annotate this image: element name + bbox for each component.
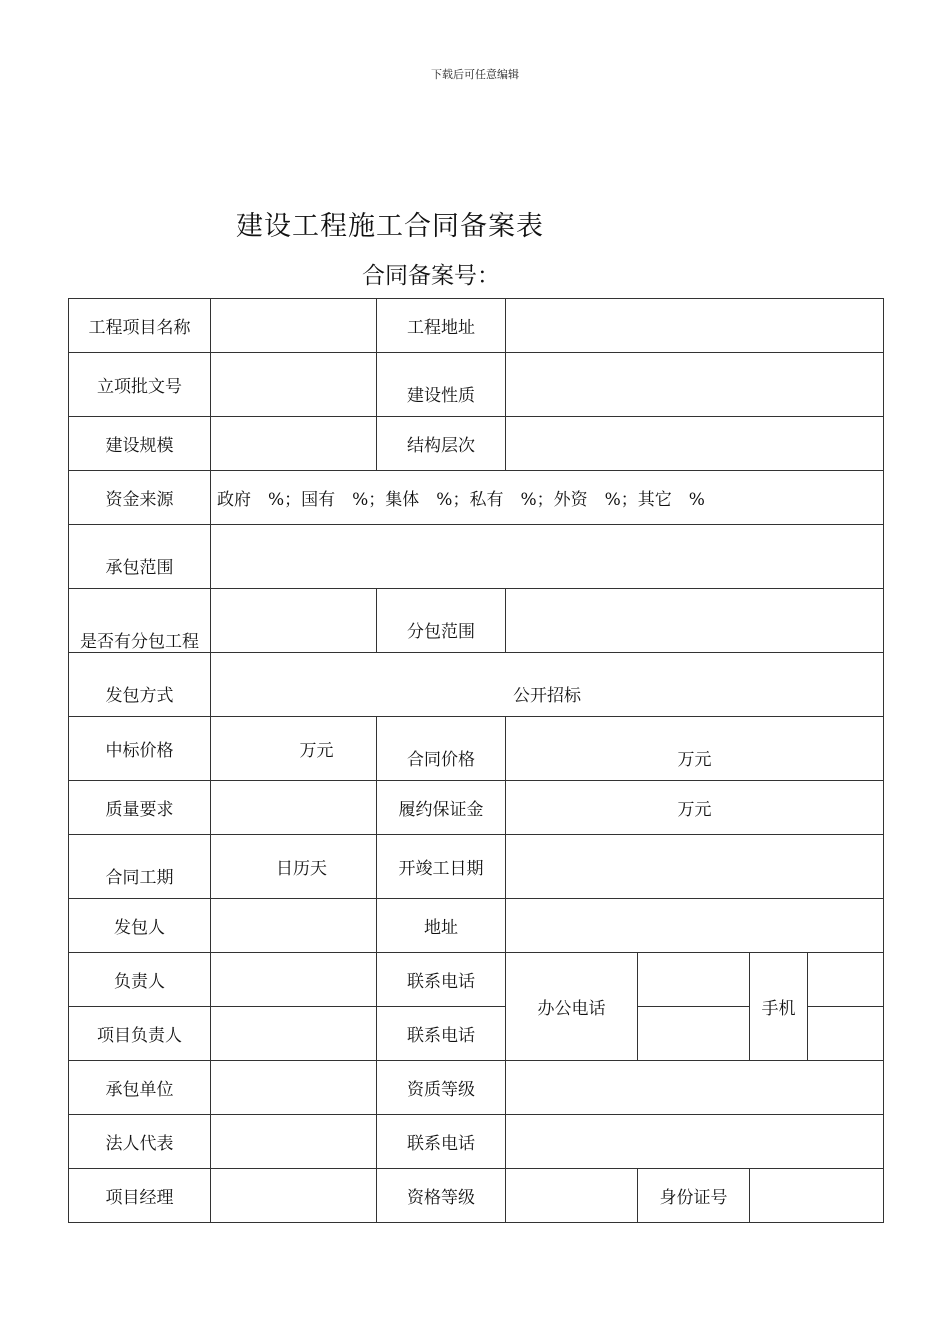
field-contractor[interactable]	[211, 1061, 377, 1115]
label-fund-source: 资金来源	[69, 471, 211, 525]
field-certification-grade[interactable]	[506, 1169, 638, 1223]
field-fund-detail[interactable]: 政府 %；国有 %；集体 %；私有 %；外资 %；其它 %	[211, 471, 884, 525]
field-person-in-charge[interactable]	[211, 953, 377, 1007]
row-project-manager	[69, 1169, 884, 1223]
field-approval-no[interactable]	[211, 353, 377, 417]
field-mobile-1[interactable]	[808, 953, 884, 1007]
row-tender-method	[69, 653, 884, 717]
field-mobile-2[interactable]	[808, 1007, 884, 1061]
field-office-phone-2[interactable]	[638, 1007, 750, 1061]
label-quality-req: 质量要求	[69, 781, 211, 835]
label-bid-price: 中标价格	[69, 717, 211, 781]
field-quality-req[interactable]	[211, 781, 377, 835]
row-approval	[69, 353, 884, 417]
header-note: 下载后可任意编辑	[431, 68, 519, 81]
label-approval-no: 立项批文号	[69, 353, 211, 417]
field-project-name[interactable]	[211, 299, 377, 353]
field-project-address[interactable]	[506, 299, 884, 353]
label-id-number: 身份证号	[638, 1169, 750, 1223]
label-construction-nature: 建设性质	[377, 353, 506, 417]
row-employer	[69, 899, 884, 953]
field-qualification-grade[interactable]	[506, 1061, 884, 1115]
row-fund-source	[69, 471, 884, 525]
field-construction-nature[interactable]	[506, 353, 884, 417]
field-office-phone-1[interactable]	[638, 953, 750, 1007]
field-start-end-date[interactable]	[506, 835, 884, 899]
field-project-leader[interactable]	[211, 1007, 377, 1061]
label-certification-grade: 资格等级	[377, 1169, 506, 1223]
label-has-subcontract: 是否有分包工程	[69, 589, 211, 653]
field-employer[interactable]	[211, 899, 377, 953]
row-contract-scope	[69, 525, 884, 589]
label-contractor: 承包单位	[69, 1061, 211, 1115]
label-start-end-date: 开竣工日期	[377, 835, 506, 899]
label-contract-scope: 承包范围	[69, 525, 211, 589]
label-person-in-charge: 负责人	[69, 953, 211, 1007]
row-person-in-charge	[69, 953, 884, 1007]
field-project-manager[interactable]	[211, 1169, 377, 1223]
label-structure-floors: 结构层次	[377, 417, 506, 471]
row-quality	[69, 781, 884, 835]
label-mobile: 手机	[750, 953, 808, 1061]
field-address[interactable]	[506, 899, 884, 953]
row-contractor	[69, 1061, 884, 1115]
row-price	[69, 717, 884, 781]
field-construction-scale[interactable]	[211, 417, 377, 471]
field-has-subcontract[interactable]	[211, 589, 377, 653]
contract-record-form	[68, 298, 884, 1223]
label-project-leader: 项目负责人	[69, 1007, 211, 1061]
field-contract-scope[interactable]	[211, 525, 884, 589]
label-contact-phone-1: 联系电话	[377, 953, 506, 1007]
label-address: 地址	[377, 899, 506, 953]
label-qualification-grade: 资质等级	[377, 1061, 506, 1115]
field-performance-bond[interactable]: 万元	[506, 781, 884, 835]
field-subcontract-scope[interactable]	[506, 589, 884, 653]
row-period	[69, 835, 884, 899]
record-number-label: 合同备案号：	[362, 263, 500, 289]
field-contract-price[interactable]: 万元	[506, 717, 884, 781]
label-legal-rep: 法人代表	[69, 1115, 211, 1169]
field-bid-price[interactable]: 万元	[211, 717, 377, 781]
label-contract-period: 合同工期	[69, 835, 211, 899]
field-contact-phone-3[interactable]	[506, 1115, 884, 1169]
label-tender-method: 发包方式	[69, 653, 211, 717]
label-subcontract-scope: 分包范围	[377, 589, 506, 653]
field-tender-method[interactable]: 公开招标	[211, 653, 884, 717]
field-id-number[interactable]	[750, 1169, 884, 1223]
field-contract-period[interactable]: 日历天	[211, 835, 377, 899]
label-office-phone: 办公电话	[506, 953, 638, 1061]
row-project-name	[69, 299, 884, 353]
label-project-manager: 项目经理	[69, 1169, 211, 1223]
label-employer: 发包人	[69, 899, 211, 953]
field-structure-floors[interactable]	[506, 417, 884, 471]
label-contact-phone-3: 联系电话	[377, 1115, 506, 1169]
label-project-address: 工程地址	[377, 299, 506, 353]
label-contact-phone-2: 联系电话	[377, 1007, 506, 1061]
form-title: 建设工程施工合同备案表	[236, 211, 544, 242]
row-legal-rep	[69, 1115, 884, 1169]
label-contract-price: 合同价格	[377, 717, 506, 781]
label-performance-bond: 履约保证金	[377, 781, 506, 835]
label-project-name: 工程项目名称	[69, 299, 211, 353]
row-scale	[69, 417, 884, 471]
row-subcontract	[69, 589, 884, 653]
field-legal-rep[interactable]	[211, 1115, 377, 1169]
label-construction-scale: 建设规模	[69, 417, 211, 471]
